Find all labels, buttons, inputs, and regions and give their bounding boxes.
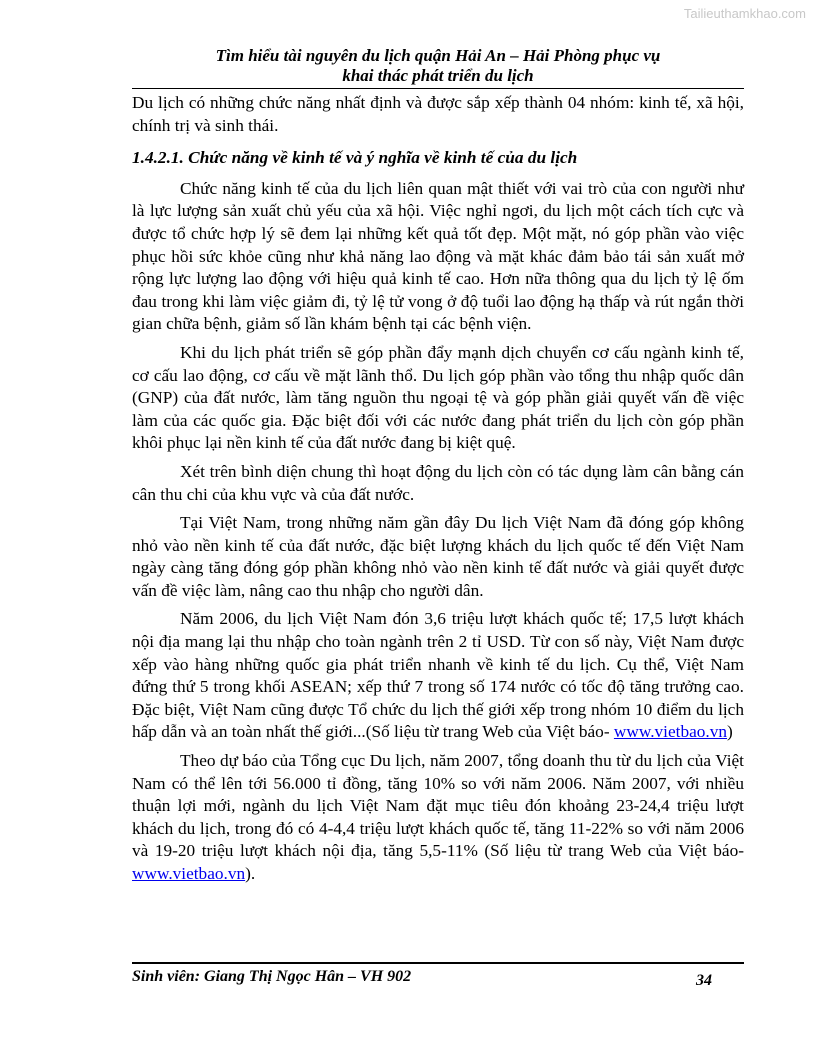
vietbao-link-1[interactable]: www.vietbao.vn <box>613 722 728 742</box>
paragraph-6-text: Theo dự báo của Tổng cục Du lịch, năm 2007, tổng doanh thu từ du lịch của Việt Nam có thể lên tới 56.000 tỉ đồng, tăng 10% so với năm 2006. Năm 2007, với nhiều thuận lợi mới, ngành du lịch Việt Nam đặt mục tiêu đón khoảng 23-24,4 triệu lượt khách du lịch, trong đó có 4-4,4 triệu lượt khách quốc tế, tăng 11-22% so với năm 2006 và 19-20 triệu lượt khách nội địa, tăng 5,5-11% (Số liệu từ trang Web của Việt báo- <box>132 751 744 861</box>
section-heading: 1.4.2.1. Chức năng về kinh tế và ý nghĩa về kinh tế của du lịch <box>132 148 578 168</box>
intro-paragraph: Du lịch có những chức năng nhất định và được sắp xếp thành 04 nhóm: kinh tế, xã hội, chính trị và sinh thái. <box>132 93 744 135</box>
paragraph-5-end: ) <box>727 722 733 742</box>
header-title-line2: khai thác phát triển du lịch <box>342 66 534 85</box>
page-number: 34 <box>696 972 712 989</box>
watermark: Tailieuthamkhao.com <box>683 6 806 21</box>
paragraph-6 <box>132 750 744 886</box>
page-header <box>132 46 744 86</box>
paragraph-2: Khi du lịch phát triển sẽ góp phần đẩy mạnh dịch chuyển cơ cấu ngành kinh tế, cơ cấu lao động, cơ cấu về mặt lãnh thổ. Du lịch góp phần vào tổng thu nhập quốc dân (GNP) của đất nước, làm tăng nguồn thu ngoại tệ và góp phần giải quyết vấn đề việc làm của các quốc gia. Đặc biệt đối với các nước đang phát triển du lịch còn góp phần khôi phục lại nền kinh tế của đất nước đang bị kiệt quệ. <box>132 342 744 453</box>
document-body <box>132 92 744 892</box>
paragraph-4: Tại Việt Nam, trong những năm gần đây Du lịch Việt Nam đã đóng góp không nhỏ vào nền kinh tế của đất nước, đặc biệt lượng khách du lịch quốc tế đến Việt Nam ngày càng tăng đóng góp phần không nhỏ vào nền kinh tế đất nước và giải quyết được vấn đề việc làm, nâng cao thu nhập cho người dân. <box>132 513 744 600</box>
header-divider <box>132 88 744 89</box>
paragraph-5 <box>132 608 744 744</box>
header-title-line1: Tìm hiểu tài nguyên du lịch quận Hải An – Hải Phòng phục vụ <box>215 46 661 65</box>
paragraph-1: Chức năng kinh tế của du lịch liên quan mật thiết với vai trò của con người như là lực lượng sản xuất chủ yếu của xã hội. Việc nghỉ ngơi, du lịch một cách tích cực và được tổ chức hợp lý sẽ đem lại những kết quả tốt đẹp. Một mặt, nó góp phần vào việc phục hồi sức khỏe cũng như khả năng lao động và mặt khác đảm bảo tái sản xuất mở rộng lực lượng lao động với hiệu quả kinh tế cao. Hơn nữa thông qua du lịch tỷ lệ ốm đau trong khi làm việc giảm đi, tỷ lệ tử vong ở độ tuổi lao động hạ thấp và rút ngắn thời gian chữa bệnh, giảm số lần khám bệnh tại các bệnh viện. <box>132 178 744 334</box>
vietbao-link-2[interactable]: www.vietbao.vn <box>132 864 246 883</box>
paragraph-3: Xét trên bình diện chung thì hoạt động du lịch còn có tác dụng làm cân bằng cán cân thu chi của khu vực và của đất nước. <box>132 461 744 504</box>
paragraph-6-end: ). <box>245 864 256 883</box>
paragraph-5-text: Năm 2006, du lịch Việt Nam đón 3,6 triệu lượt khách quốc tế; 17,5 lượt khách nội địa mang lại thu nhập cho toàn ngành trên 2 tỉ USD. Từ con số này, Việt Nam được xếp vào hàng những quốc gia phát triển nhanh về kinh tế du lịch. Cụ thể, Việt Nam đứng thứ 5 trong khối ASEAN; xếp thứ 7 trong số 174 nước có tốc độ tăng trưởng cao. Đặc biệt, Việt Nam cũng được Tổ chức du lịch thế giới xếp trong nhóm 10 điểm du lịch hấp dẫn và an toàn nhất thế giới...(Số liệu từ trang Web của Việt báo- <box>132 609 744 742</box>
footer-student: Sinh viên: Giang Thị Ngọc Hân – VH 902 <box>132 968 412 985</box>
footer-divider <box>132 962 744 964</box>
